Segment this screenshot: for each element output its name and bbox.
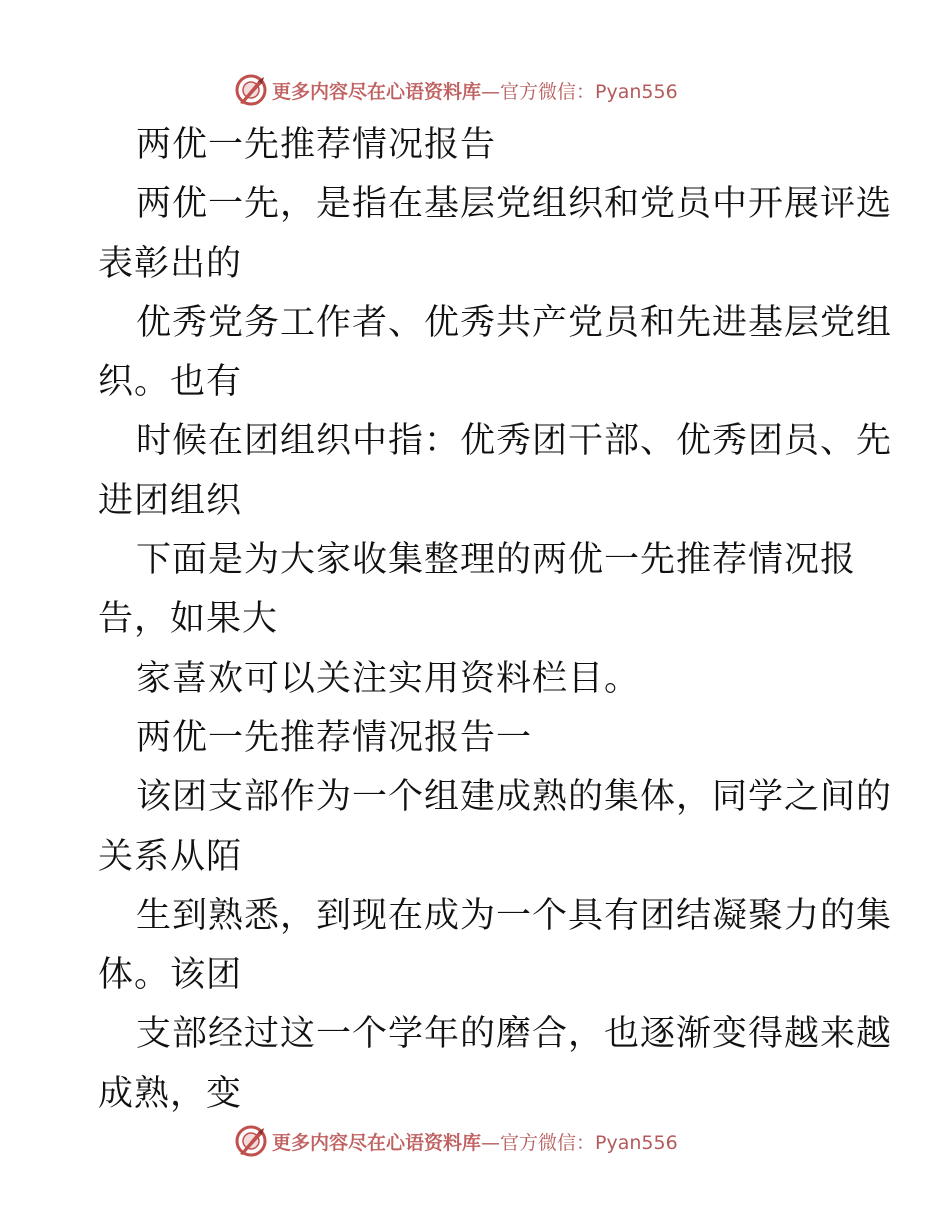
paragraph-line: 两优一先，是指在基层党组织和党员中开展评选: [136, 184, 893, 225]
paragraph-line: 表彰出的: [98, 243, 243, 284]
paragraph-line: 该团支部作为一个组建成熟的集体，同学之间的: [136, 777, 893, 818]
paragraph-line: 进团组织: [98, 480, 243, 521]
header-banner-text: 更多内容尽在心语资料库—官方微信：Pyan556: [272, 80, 678, 103]
header-banner-content: [234, 70, 678, 110]
paragraph-line: 成熟，变: [98, 1073, 243, 1114]
footer-banner: [0, 1121, 950, 1161]
doc-title: 两优一先推荐情况报告: [136, 125, 497, 165]
paragraph-line: 告，如果大: [98, 599, 279, 640]
paragraph-line: 生到熟悉，到现在成为一个具有团结凝聚力的集: [136, 895, 893, 936]
paragraph-line: 优秀党务工作者、优秀共产党员和先进基层党组: [136, 302, 893, 343]
footer-banner-content: [234, 1121, 678, 1161]
paragraph-line: 时候在团组织中指：优秀团干部、优秀团员、先: [136, 421, 893, 462]
paragraph-line: 家喜欢可以关注实用资料栏目。: [136, 658, 641, 699]
paragraph-line: 织。也有: [98, 362, 243, 403]
paragraph-line: 支部经过这一个学年的磨合，也逐渐变得越来越: [136, 1014, 893, 1055]
paragraph-line: 下面是为大家收集整理的两优一先推荐情况报: [136, 540, 857, 581]
footer-banner-text: 更多内容尽在心语资料库—官方微信：Pyan556: [272, 1131, 678, 1154]
paragraph-line: 关系从陌: [98, 836, 243, 877]
header-banner: [0, 70, 950, 110]
quill-seal-icon: [234, 1124, 268, 1158]
document-body: [98, 116, 893, 1124]
paragraph-line: 体。该团: [98, 955, 243, 996]
quill-seal-icon: [234, 73, 268, 107]
section-heading: 两优一先推荐情况报告一: [136, 717, 533, 758]
